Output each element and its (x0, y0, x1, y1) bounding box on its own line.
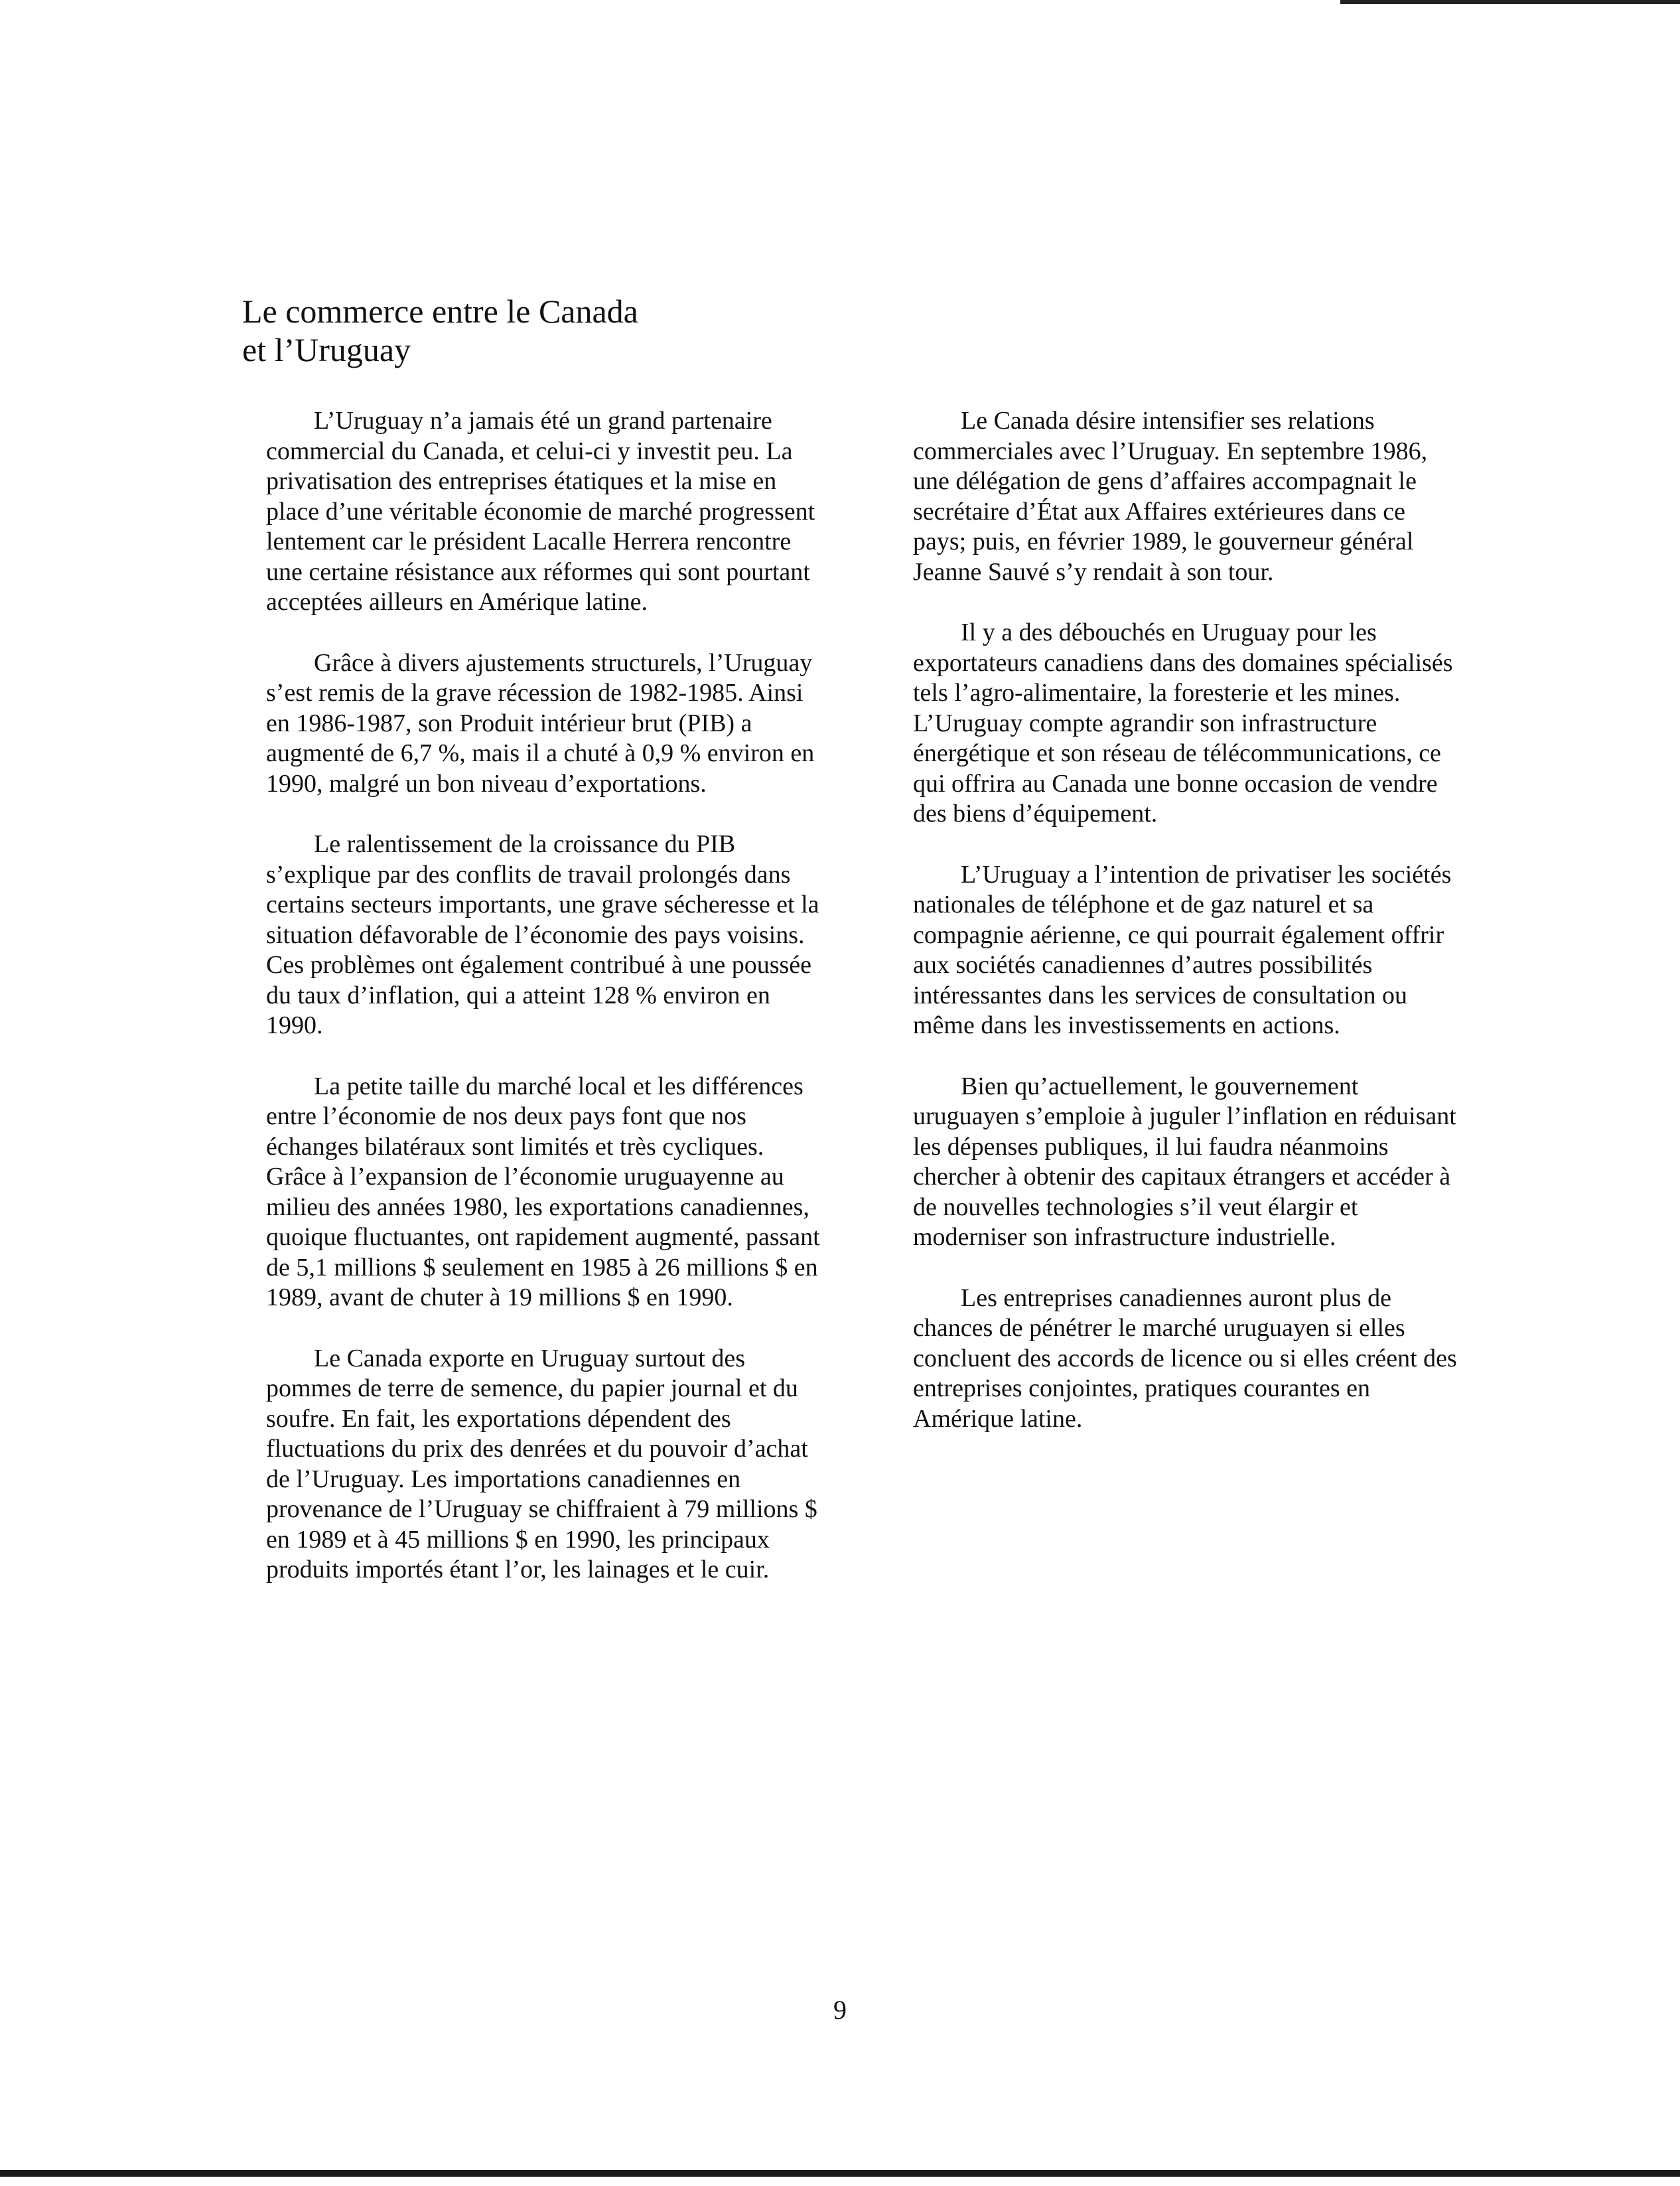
paragraph: Le ralentissement de la croissance du PIB s’explique par des conflits de travail prolongés dans certains secteurs importants, une grave sécheresse et la situation défavorable de l’économie des pays voisins. Ces problèmes ont également contribué à une poussée du taux d’inflation, qui a atteint 128 % environ en 1990. (266, 830, 819, 1039)
page-number: 9 (833, 1995, 847, 2025)
paragraph: Le Canada exporte en Uruguay surtout des pommes de terre de semence, du papier journal et du soufre. En fait, les exportations dépendent des fluctuations du prix des denrées et du pouvoir d’achat de l’Uruguay. Les importations canadiennes en provenance de l’Uruguay se chiffraient à 79 millions $ en 1989 et à 45 millions $ en 1990, les principaux produits importés étant l’or, les lainages et le cuir. (266, 1344, 817, 1583)
paragraph: Les entreprises canadiennes auront plus de chances de pénétrer le marché uruguayen si elles concluent des accords de licence ou si elles créent des entreprises conjointes, pratiques courantes en Amérique latine. (913, 1283, 1457, 1433)
paragraph: Grâce à divers ajustements structurels, l’Uruguay s’est remis de la grave récession de 1982-1985. Ainsi en 1986-1987, son Produit intérieur brut (PIB) a augmenté de 6,7 %, mais il a chuté à 0,9 % environ en 1990, malgré un bon niveau d’exportations. (266, 648, 815, 798)
paragraph: Le Canada désire intensifier ses relations commerciales avec l’Uruguay. En septembre 1986, une délégation de gens d’affaires accompagnait le secrétaire d’État aux Affaires extérieures dans ce pays; puis, en février 1989, le gouverneur général Jeanne Sauvé s’y rendait à son tour. (913, 407, 1428, 586)
paragraph: L’Uruguay a l’intention de privatiser les sociétés nationales de téléphone et de gaz naturel et sa compagnie aérienne, ce qui pourrait également offrir aux sociétés canadiennes d’autres possibilités intéressantes dans les services de consultation ou même dans les investissements en actions. (913, 860, 1452, 1039)
top-rule (1340, 0, 1680, 4)
bottom-rule (0, 2170, 1680, 2177)
title-line-1: Le commerce entre le Canada (242, 293, 638, 330)
paragraph: La petite taille du marché local et les différences entre l’économie de nos deux pays font que nos échanges bilatéraux sont limités et très cycliques. Grâce à l’expansion de l’économie uruguayenne au milieu des années 1980, les exportations canadiennes, quoique fluctuantes, ont rapidement augmenté, passant de 5,1 millions $ seulement en 1985 à 26 millions $ en 1989, avant de chuter à 19 millions $ en 1990. (266, 1072, 820, 1311)
page-title (242, 292, 906, 369)
paragraph: L’Uruguay n’a jamais été un grand partenaire commercial du Canada, et celui-ci y investit peu. La privatisation des entreprises étatiques et la mise en place d’une véritable économie de marché progressent lentement car le président Lacalle Herrera rencontre une certaine résistance aux réformes qui sont pourtant acceptées ailleurs en Amérique latine. (266, 407, 815, 616)
paragraph: Il y a des débouchés en Uruguay pour les exportateurs canadiens dans des domaines spécialisés tels l’agro-alimentaire, la foresterie et les mines. L’Uruguay compte agrandir son infrastructure énergétique et son réseau de télécommunications, ce qui offrira au Canada une bonne occasion de vendre des biens d’équipement. (913, 619, 1453, 828)
left-column (266, 406, 823, 1616)
title-line-2: et l’Uruguay (242, 331, 411, 368)
paragraph: Bien qu’actuellement, le gouvernement uruguayen s’emploie à juguler l’inflation en réduisant les dépenses publiques, il lui faudra néanmoins chercher à obtenir des capitaux étrangers et accéder à de nouvelles technologies s’il veut élargir et moderniser son infrastructure industrielle. (913, 1072, 1456, 1251)
right-column (913, 406, 1464, 1465)
